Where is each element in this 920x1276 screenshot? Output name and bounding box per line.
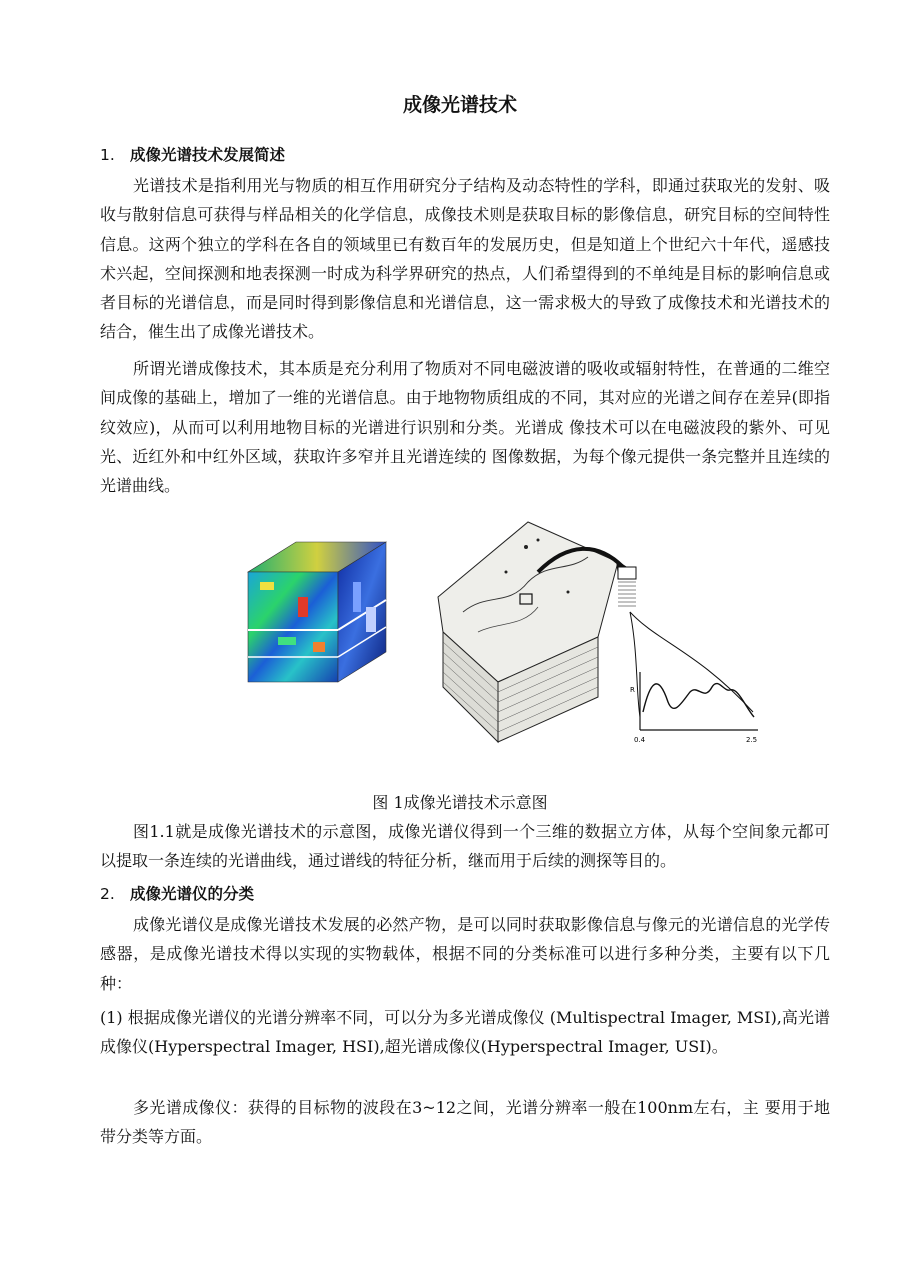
figure-caption: 图 1成像光谱技术示意图 <box>372 793 548 812</box>
figure-imaging-spectroscopy <box>238 512 778 782</box>
paragraph-5: (1) 根据成像光谱仪的光谱分辨率不同，可以分为多光谱成像仪 (Multispectral Imager, MSI),高光谱成像仪(Hyperspectral Imager, HSI),超光谱成像仪(Hyperspectral Imager, USI)。 <box>100 1008 830 1057</box>
section-1-number: 1. <box>100 146 115 164</box>
document-title: 成像光谱技术 <box>402 94 517 116</box>
section-2-heading <box>100 882 254 904</box>
section-2-title: 成像光谱仪的分类 <box>130 885 255 903</box>
paragraph-2: 所谓光谱成像技术，其本质是充分利用了物质对不同电磁波谱的吸收或辐射特性，在普通的二维空间成像的基础上，增加了一维的光谱信息。由于地物物质组成的不同，其对应的光谱之间存在差异(即指纹效应)，从而可以利用地物目标的光谱进行识别和分类。光谱成 像技术可以在电磁波段的紫外、可见光、近红外和中红外区域，获取许多窄并且光谱连续的 图像数据，为每个像元提供一条完整并且连续的光谱曲线。 <box>100 359 830 496</box>
terrain-layers <box>438 522 632 742</box>
section-1-heading <box>100 143 285 165</box>
figure-illustration <box>238 512 778 782</box>
data-cube <box>248 542 386 682</box>
spectral-curve-panel <box>618 567 758 744</box>
paragraph-6: 多光谱成像仪：获得的目标物的波段在3~12之间，光谱分辨率一般在100nm左右，主 要用于地带分类等方面。 <box>100 1098 830 1147</box>
section-2-number: 2. <box>100 885 115 903</box>
x-axis-end-label: 2.5 <box>746 736 758 744</box>
y-axis-label: R <box>630 686 635 694</box>
paragraph-4: 成像光谱仪是成像光谱技术发展的必然产物，是可以同时获取影像信息与像元的光谱信息的光学传感器，是成像光谱技术得以实现的实物载体，根据不同的分类标准可以进行多种分类，主要有以下几种： <box>100 915 830 993</box>
paragraph-3: 图1.1就是成像光谱技术的示意图，成像光谱仪得到一个三维的数据立方体，从每个空间象元都可以提取一条连续的光谱曲线，通过谱线的特征分析，继而用于后续的测探等目的。 <box>100 822 830 871</box>
paragraph-1: 光谱技术是指利用光与物质的相互作用研究分子结构及动态特性的学科，即通过获取光的发射、吸收与散射信息可获得与样品相关的化学信息，成像技术则是获取目标的影像信息，研究目标的空间特性信息。这两个独立的学科在各自的领域里已有数百年的发展历史，但是知道上个世纪六十年代，遥感技术兴起，空间探测和地表探测一时成为科学界研究的热点，人们希望得到的不单纯是目标的影响信息或者目标的光谱信息，而是同时得到影像信息和光谱信息，这一需求极大的导致了成像技术和光谱技术的结合，催生出了成像光谱技术。 <box>100 176 830 342</box>
section-1-title: 成像光谱技术发展简述 <box>130 146 286 164</box>
x-axis-start-label: 0.4 <box>634 736 646 744</box>
